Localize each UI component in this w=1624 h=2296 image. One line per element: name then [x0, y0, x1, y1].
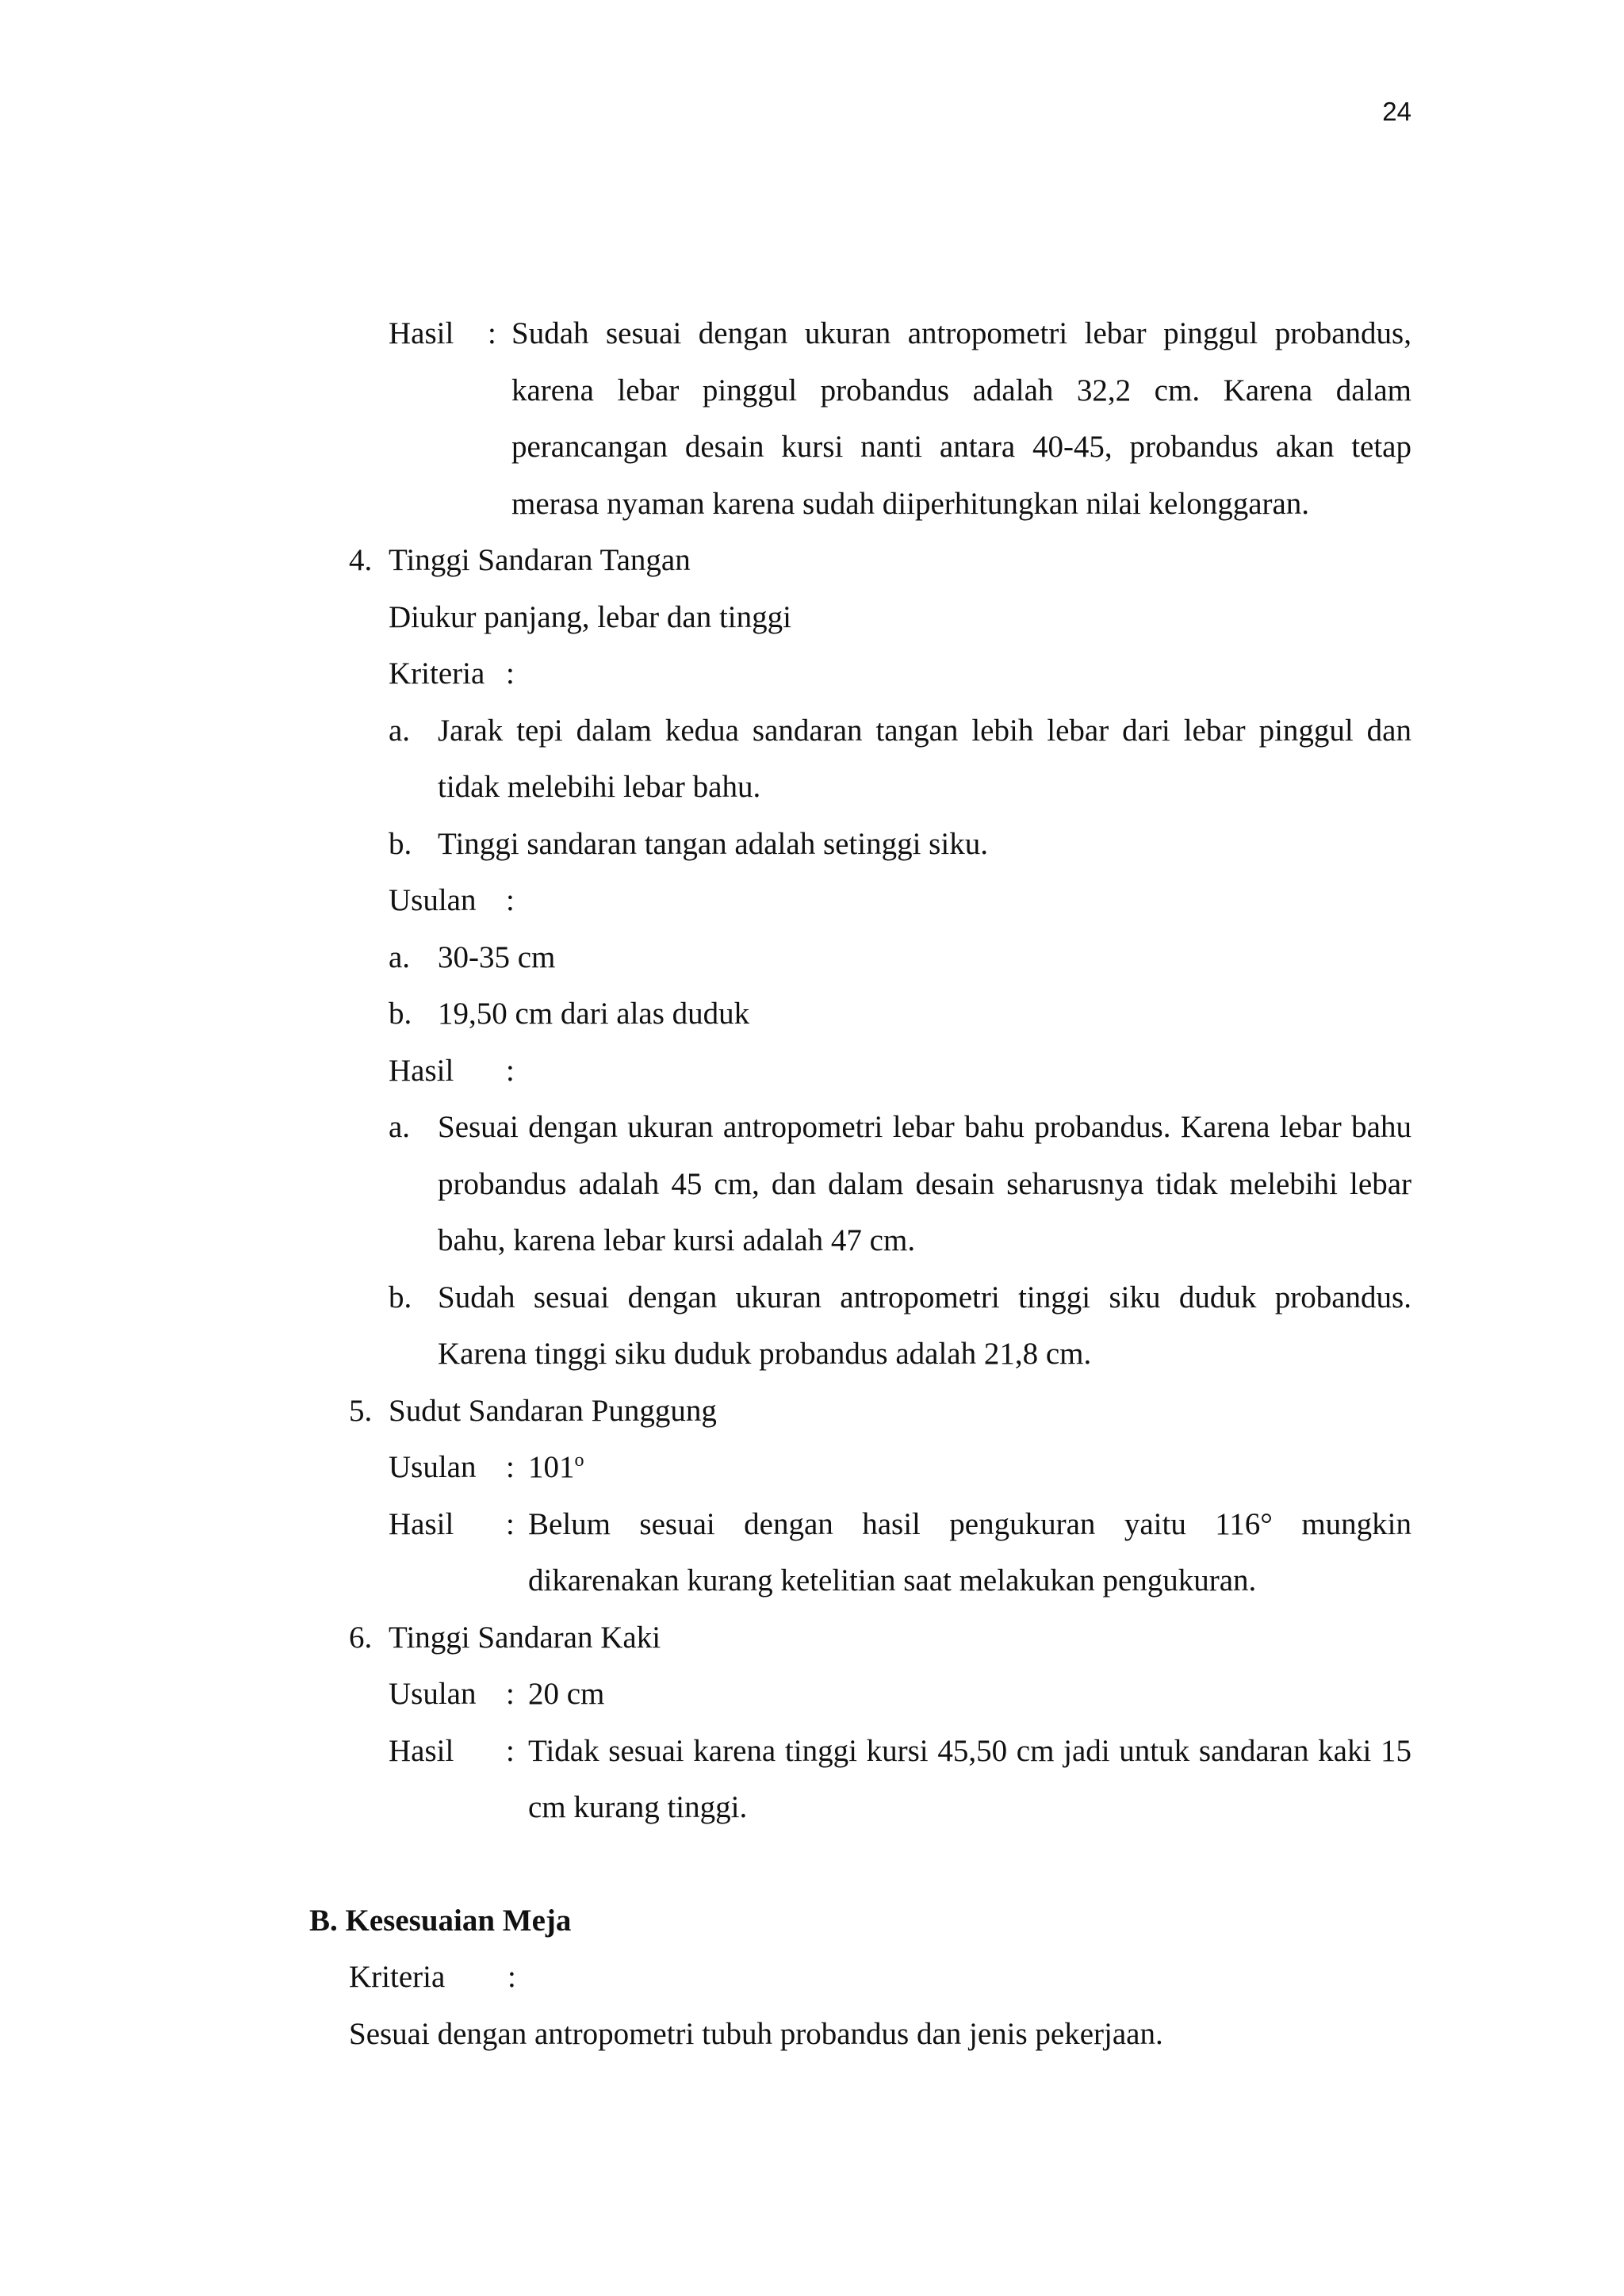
list-item — [389, 702, 1411, 816]
list-text: Sudah sesuai dengan ukuran antropometri tinggi siku duduk probandus. Karena tinggi siku duduk probandus adalah 21,8 cm. — [438, 1280, 1411, 1371]
usulan-value: 20 cm — [528, 1677, 605, 1711]
item-6-heading — [349, 1609, 1411, 1667]
degree-mark: o — [574, 1450, 584, 1471]
hasil-label: Hasil — [389, 1733, 454, 1768]
list-letter: a. — [389, 1110, 411, 1144]
item-5-body — [389, 1439, 1411, 1609]
item-title: Tinggi Sandaran Kaki — [389, 1620, 661, 1655]
list-item — [389, 1099, 1411, 1269]
kriteria-label-row — [389, 645, 1411, 702]
colon: : — [506, 1053, 515, 1088]
page-content — [309, 305, 1411, 2062]
hasil-text: Tidak sesuai karena tinggi kursi 45,50 cm jadi untuk sandaran kaki 15 cm kurang tinggi. — [528, 1733, 1411, 1824]
colon: : — [506, 1506, 515, 1541]
section-b-heading: B. Kesesuaian Meja — [309, 1903, 572, 1938]
list-text: 19,50 cm dari alas duduk — [438, 997, 750, 1031]
kriteria-label: Kriteria — [349, 1960, 446, 1994]
hasil-label: Hasil — [389, 316, 454, 350]
colon: : — [506, 656, 515, 691]
colon: : — [506, 1733, 515, 1768]
hasil-text: Sudah sesuai dengan ukuran antropometri lebar pinggul probandus, karena lebar pinggul probandus adalah 32,2 cm. Karena dalam perancangan desain kursi nanti antara 40-45, probandus akan tetap merasa nyaman karena sudah diiperhitungkan nilai kelonggaran. — [511, 316, 1411, 521]
usulan-number: 101 — [528, 1450, 575, 1484]
hasil-row — [389, 1723, 1411, 1836]
colon: : — [506, 1450, 515, 1484]
list-letter: b. — [389, 1280, 412, 1314]
item-title: Tinggi Sandaran Tangan — [389, 543, 691, 577]
intro-hasil — [389, 305, 1411, 532]
colon: : — [506, 1677, 515, 1711]
item-title: Sudut Sandaran Punggung — [389, 1393, 717, 1428]
item-number: 4. — [349, 543, 373, 577]
hasil-label-row — [389, 1043, 1411, 1100]
usulan-label: Usulan — [389, 1450, 477, 1484]
section-b-body — [349, 1949, 1411, 2062]
hasil-label: Hasil — [389, 1053, 454, 1088]
section-b-text: Sesuai dengan antropometri tubuh probandus dan jenis pekerjaan. — [349, 2016, 1163, 2051]
usulan-row — [389, 1666, 1411, 1723]
item-4-heading — [349, 532, 1411, 589]
usulan-label-row — [389, 872, 1411, 929]
item-number: 5. — [349, 1393, 373, 1428]
list-letter: b. — [389, 826, 412, 861]
item-6-body — [389, 1666, 1411, 1836]
hasil-text: Belum sesuai dengan hasil pengukuran yaitu 116° mungkin dikarenakan kurang ketelitian saat melakukan pengukuran. — [528, 1506, 1411, 1598]
list-text: 30-35 cm — [438, 939, 556, 974]
usulan-row — [389, 1439, 1411, 1496]
colon: : — [508, 1960, 516, 1994]
list-item — [389, 985, 1411, 1043]
list-item — [389, 1269, 1411, 1383]
item-5-heading — [349, 1383, 1411, 1440]
kriteria-label: Kriteria — [389, 656, 485, 691]
list-text: Sesuai dengan ukuran antropometri lebar bahu probandus. Karena lebar bahu probandus adalah 45 cm, dan dalam desain seharusnya tidak melebihi lebar bahu, karena lebar kursi adalah 47 cm. — [438, 1110, 1411, 1257]
list-letter: a. — [389, 939, 411, 974]
colon: : — [488, 316, 496, 350]
list-letter: a. — [389, 713, 411, 748]
item-number: 6. — [349, 1620, 373, 1655]
usulan-label: Usulan — [389, 883, 477, 917]
hasil-label: Hasil — [389, 1506, 454, 1541]
list-text: Jarak tepi dalam kedua sandaran tangan lebih lebar dari lebar pinggul dan tidak melebihi lebar bahu. — [438, 713, 1411, 804]
usulan-value — [528, 1439, 1411, 1496]
kriteria-label-row — [349, 1949, 1411, 2006]
item-subtitle: Diukur panjang, lebar dan tinggi — [389, 599, 791, 634]
hasil-row — [389, 1496, 1411, 1609]
list-letter: b. — [389, 997, 412, 1031]
item-4-body — [389, 589, 1411, 1383]
list-item — [389, 929, 1411, 986]
page-number: 24 — [1382, 97, 1411, 126]
list-text: Tinggi sandaran tangan adalah setinggi siku. — [438, 826, 988, 861]
usulan-label: Usulan — [389, 1677, 477, 1711]
list-item — [389, 816, 1411, 873]
colon: : — [506, 883, 515, 917]
